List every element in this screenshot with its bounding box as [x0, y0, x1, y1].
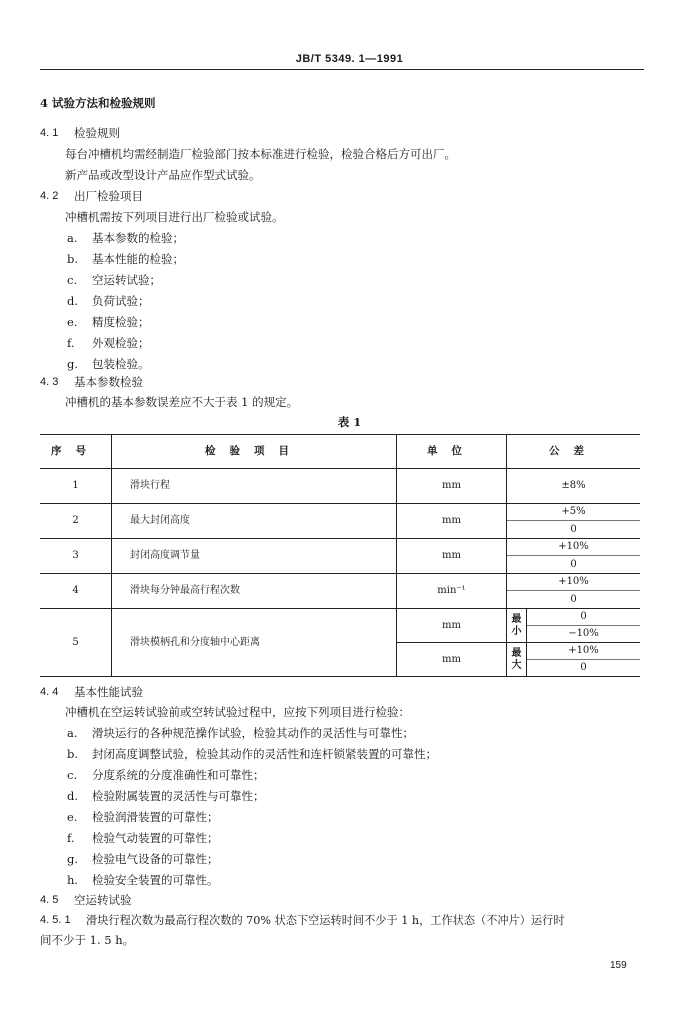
table-header-unit: 单位 — [427, 445, 476, 457]
list-marker: d. — [67, 294, 79, 308]
section-4-5-title: 空运转试验 — [74, 893, 132, 907]
section-4-1-line-1: 每台冲槽机均需经制造厂检验部门按本标准进行检验，检验合格后方可出厂。 — [65, 147, 456, 161]
table-cell-no: 3 — [72, 550, 79, 561]
list-marker: b. — [67, 747, 79, 761]
table-1 — [40, 434, 640, 677]
list-marker: d. — [67, 789, 79, 803]
section-4-2-intro: 冲槽机需按下列项目进行出厂检验或试验。 — [65, 210, 284, 224]
table-cell-tolerance-lower: 0 — [580, 662, 587, 673]
table-cell-item: 滑块行程 — [130, 480, 170, 491]
table-cell-max-label: 最 大 — [511, 647, 522, 671]
list-marker: e. — [67, 315, 78, 329]
list-item: 基本参数的检验； — [92, 231, 184, 245]
table-header-item: 检验项目 — [205, 445, 303, 457]
list-marker: c. — [67, 768, 78, 782]
list-item: 包装检验。 — [92, 357, 150, 371]
section-4-4-intro: 冲槽机在空运转试验前或空转试验过程中，应按下列项目进行检验： — [65, 705, 410, 719]
section-4-3-title: 基本参数检验 — [74, 375, 143, 389]
section-4-5-1-line-2: 间不少于 1. 5 h。 — [40, 933, 135, 947]
list-item: 外观检验； — [92, 336, 150, 350]
list-item: 检验电气设备的可靠性； — [92, 852, 219, 866]
table-cell-item: 最大封闭高度 — [130, 515, 190, 526]
table-cell-tolerance-lower: 0 — [570, 558, 577, 570]
document-header: JB/T 5349. 1—1991 — [295, 53, 404, 65]
section-4-2-title: 出厂检验项目 — [74, 189, 143, 203]
list-marker: g. — [67, 852, 79, 866]
table-cell-no: 1 — [72, 480, 79, 491]
table-cell-tolerance-lower: −10% — [568, 628, 599, 639]
section-4-2-number: 4. 2 — [40, 190, 59, 202]
list-marker: g. — [67, 357, 79, 371]
table-cell-no: 4 — [72, 585, 79, 596]
table-cell-tolerance-upper: +10% — [568, 645, 599, 656]
section-4-5-number: 4. 5 — [40, 894, 59, 906]
section-4-5-1-number: 4. 5. 1 — [40, 914, 71, 926]
list-item: 精度检验； — [92, 315, 150, 329]
table-cell-tolerance-upper: 0 — [580, 611, 587, 622]
list-item: 分度系统的分度准确性和可靠性； — [92, 768, 265, 782]
list-marker: a. — [67, 231, 78, 245]
section-4-3-intro: 冲槽机的基本参数误差应不大于表 1 的规定。 — [65, 395, 299, 409]
table-header-no: 序号 — [51, 445, 100, 457]
table-cell-unit: mm — [442, 653, 461, 665]
header-rule — [40, 69, 644, 70]
list-marker: f. — [67, 336, 75, 350]
table-cell-tolerance-lower: 0 — [570, 523, 577, 535]
section-4-4-title: 基本性能试验 — [74, 685, 143, 699]
table-cell-tolerance: ±8% — [561, 480, 586, 491]
table-cell-item: 封闭高度调节量 — [130, 550, 200, 561]
table-cell-unit: mm — [442, 480, 461, 491]
table-cell-tolerance-upper: +5% — [561, 506, 586, 517]
list-item: 封闭高度调整试验，检验其动作的灵活性和连杆锁紧装置的可靠性； — [92, 747, 437, 761]
list-item: 滑块运行的各种规范操作试验，检验其动作的灵活性与可靠性； — [92, 726, 414, 740]
table-cell-unit: mm — [442, 619, 461, 631]
table-cell-tolerance-upper: +10% — [558, 541, 589, 552]
list-marker: c. — [67, 273, 78, 287]
table-border-bottom — [40, 676, 640, 677]
table-header-tolerance: 公差 — [549, 445, 598, 457]
section-4-1-title: 检验规则 — [74, 126, 120, 140]
table-cell-unit: mm — [442, 515, 461, 526]
section-4-3-number: 4. 3 — [40, 376, 59, 388]
section-4-1-number: 4. 1 — [40, 127, 59, 139]
list-marker: b. — [67, 252, 79, 266]
table-cell-tolerance-lower: 0 — [570, 593, 577, 605]
list-item: 负荷试验； — [92, 294, 150, 308]
section-4-4-number: 4. 4 — [40, 686, 59, 698]
list-item: 基本性能的检验； — [92, 252, 184, 266]
list-marker: f. — [67, 831, 75, 845]
list-item: 空运转试验； — [92, 273, 161, 287]
table-rule — [111, 434, 112, 677]
table-cell-unit: mm — [442, 550, 461, 561]
list-item: 检验安全装置的可靠性。 — [92, 873, 219, 887]
section-4-1-line-2: 新产品或改型设计产品应作型式试验。 — [65, 168, 261, 182]
list-marker: a. — [67, 726, 78, 740]
list-item: 检验润滑装置的可靠性； — [92, 810, 219, 824]
table-cell-item: 滑块每分钟最高行程次数 — [130, 585, 240, 596]
list-marker: h. — [67, 873, 79, 887]
page-number: 159 — [610, 960, 627, 971]
list-marker: e. — [67, 810, 78, 824]
table-cell-no: 5 — [72, 636, 79, 648]
table-cell-item: 滑块模柄孔和分度轴中心距离 — [130, 636, 260, 648]
list-item: 检验气动装置的可靠性； — [92, 831, 219, 845]
table-caption: 表 1 — [337, 415, 362, 429]
section-4-title: 4 试验方法和检验规则 — [40, 96, 156, 110]
list-item: 检验附属装置的灵活性与可靠性； — [92, 789, 265, 803]
table-cell-no: 2 — [72, 515, 79, 526]
table-cell-unit: min⁻¹ — [437, 585, 466, 596]
table-cell-tolerance-upper: +10% — [558, 576, 589, 587]
section-4-5-1-line-1: 滑块行程次数为最高行程次数的 70% 状态下空运转时间不少于 1 h，工作状态（不冲片）运行时 — [86, 914, 565, 927]
table-cell-min-label: 最 小 — [511, 613, 522, 637]
